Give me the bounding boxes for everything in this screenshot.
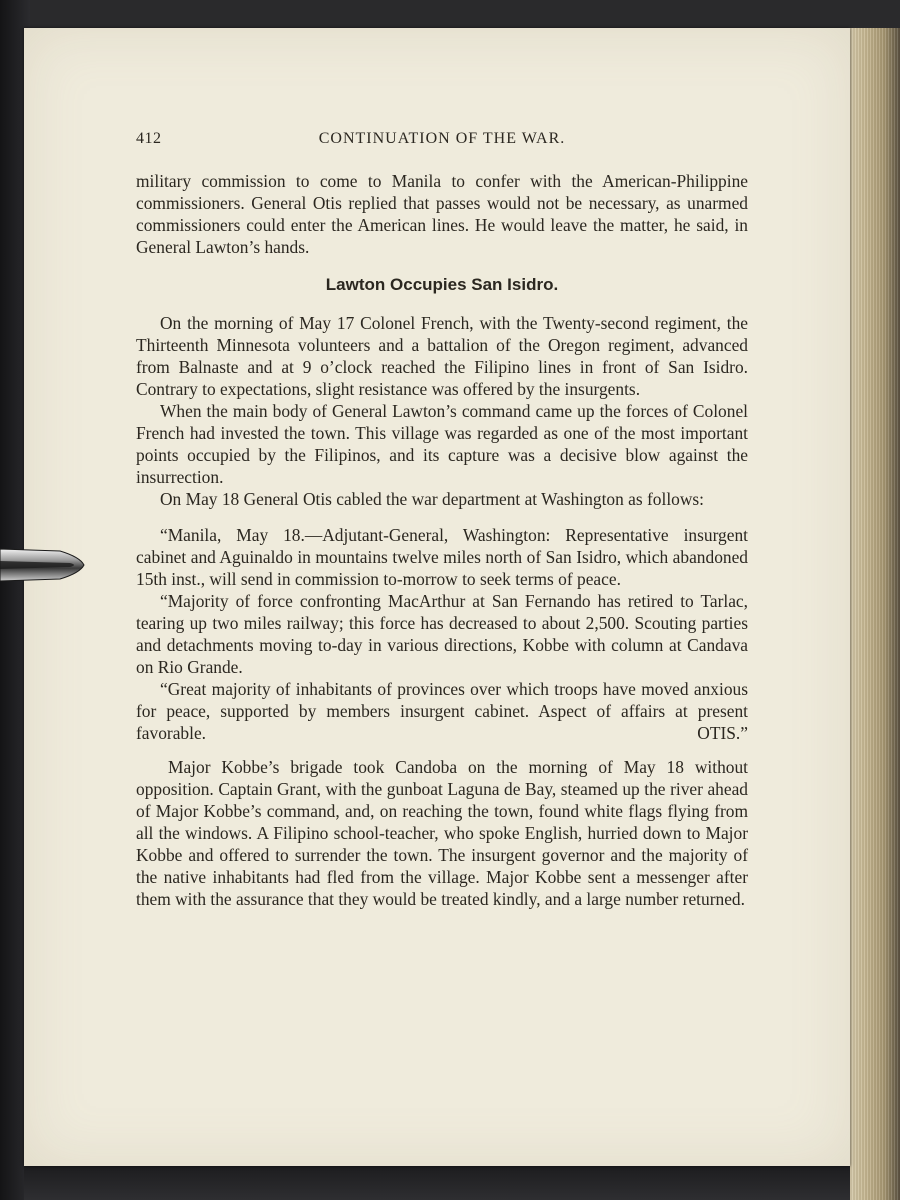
quote-paragraph: “Majority of force confronting MacArthur at San Fernando has retired to Tarlac, tearing up two miles railway; this force has decreased to about 2,500. Scouting parties and detachments moving to-day in various directions, Kobbe with column at Candava on Rio Grande.: [136, 591, 748, 677]
page-text-block: [136, 128, 748, 910]
continued-paragraph: military commission to come to Manila to confer with the American-Philippine commissioners. General Otis replied that passes would not be necessary, as unarmed commissioners could enter the American lines. He would leave the matter, he said, in General Lawton’s hands.: [136, 171, 748, 257]
paragraph: On the morning of May 17 Colonel French, with the Twenty-second regiment, the Thirteenth Minnesota volunteers and a battalion of the Oregon regiment, advanced from Balnaste and at 9 o’clock reached the Filipino lines in front of San Isidro. Contrary to expectations, slight resistance was offered by the insurgents.: [136, 313, 748, 399]
metal-clip-icon: [0, 543, 86, 587]
book-page-edges: [846, 28, 900, 1200]
paragraph: On May 18 General Otis cabled the war department at Washington as follows:: [160, 489, 705, 509]
quote-text: “Great majority of inhabitants of provinces over which troops have moved anxious for peace, supported by members insurgent cabinet. Aspect of affairs at present favorable.: [136, 679, 748, 743]
quote-paragraph-final: [136, 678, 748, 744]
closing-section: [136, 756, 748, 910]
bottom-shadow: [24, 1166, 850, 1200]
paragraph: Major Kobbe’s brigade took Candoba on the morning of May 18 without opposition. Captain Grant, with the gunboat Laguna de Bay, steamed up the river ahead of Major Kobbe’s command, and, on reaching the town, found white flags flying from all the windows. A Filipino school-teacher, who spoke English, hurried down to Major Kobbe and offered to surrender the town. The insurgent governor and the majority of the native inhabitants had fled from the village. Major Kobbe sent a messenger after them with the assurance that they would be treated kindly, and a large number returned.: [136, 757, 748, 909]
quote-paragraph: “Manila, May 18.—Adjutant-General, Washington: Representative insurgent cabinet and Aguinaldo in mountains twelve miles north of San Isidro, which abandoned 15th inst., will send in commission to-morrow to seek terms of peace.: [136, 525, 748, 589]
section-heading: Lawton Occupies San Isidro.: [325, 275, 559, 294]
running-head: [136, 128, 748, 154]
paragraph: When the main body of General Lawton’s command came up the forces of Colonel French had invested the town. This village was regarded as one of the most important points occupied by the Filipinos, and its capture was a decisive blow against the insurrection.: [136, 401, 748, 487]
quote-signature: OTIS.”: [697, 723, 748, 743]
running-head-title: CONTINUATION OF THE WAR.: [318, 130, 566, 147]
page-number: 412: [136, 130, 162, 147]
telegram-quote: [136, 524, 748, 744]
